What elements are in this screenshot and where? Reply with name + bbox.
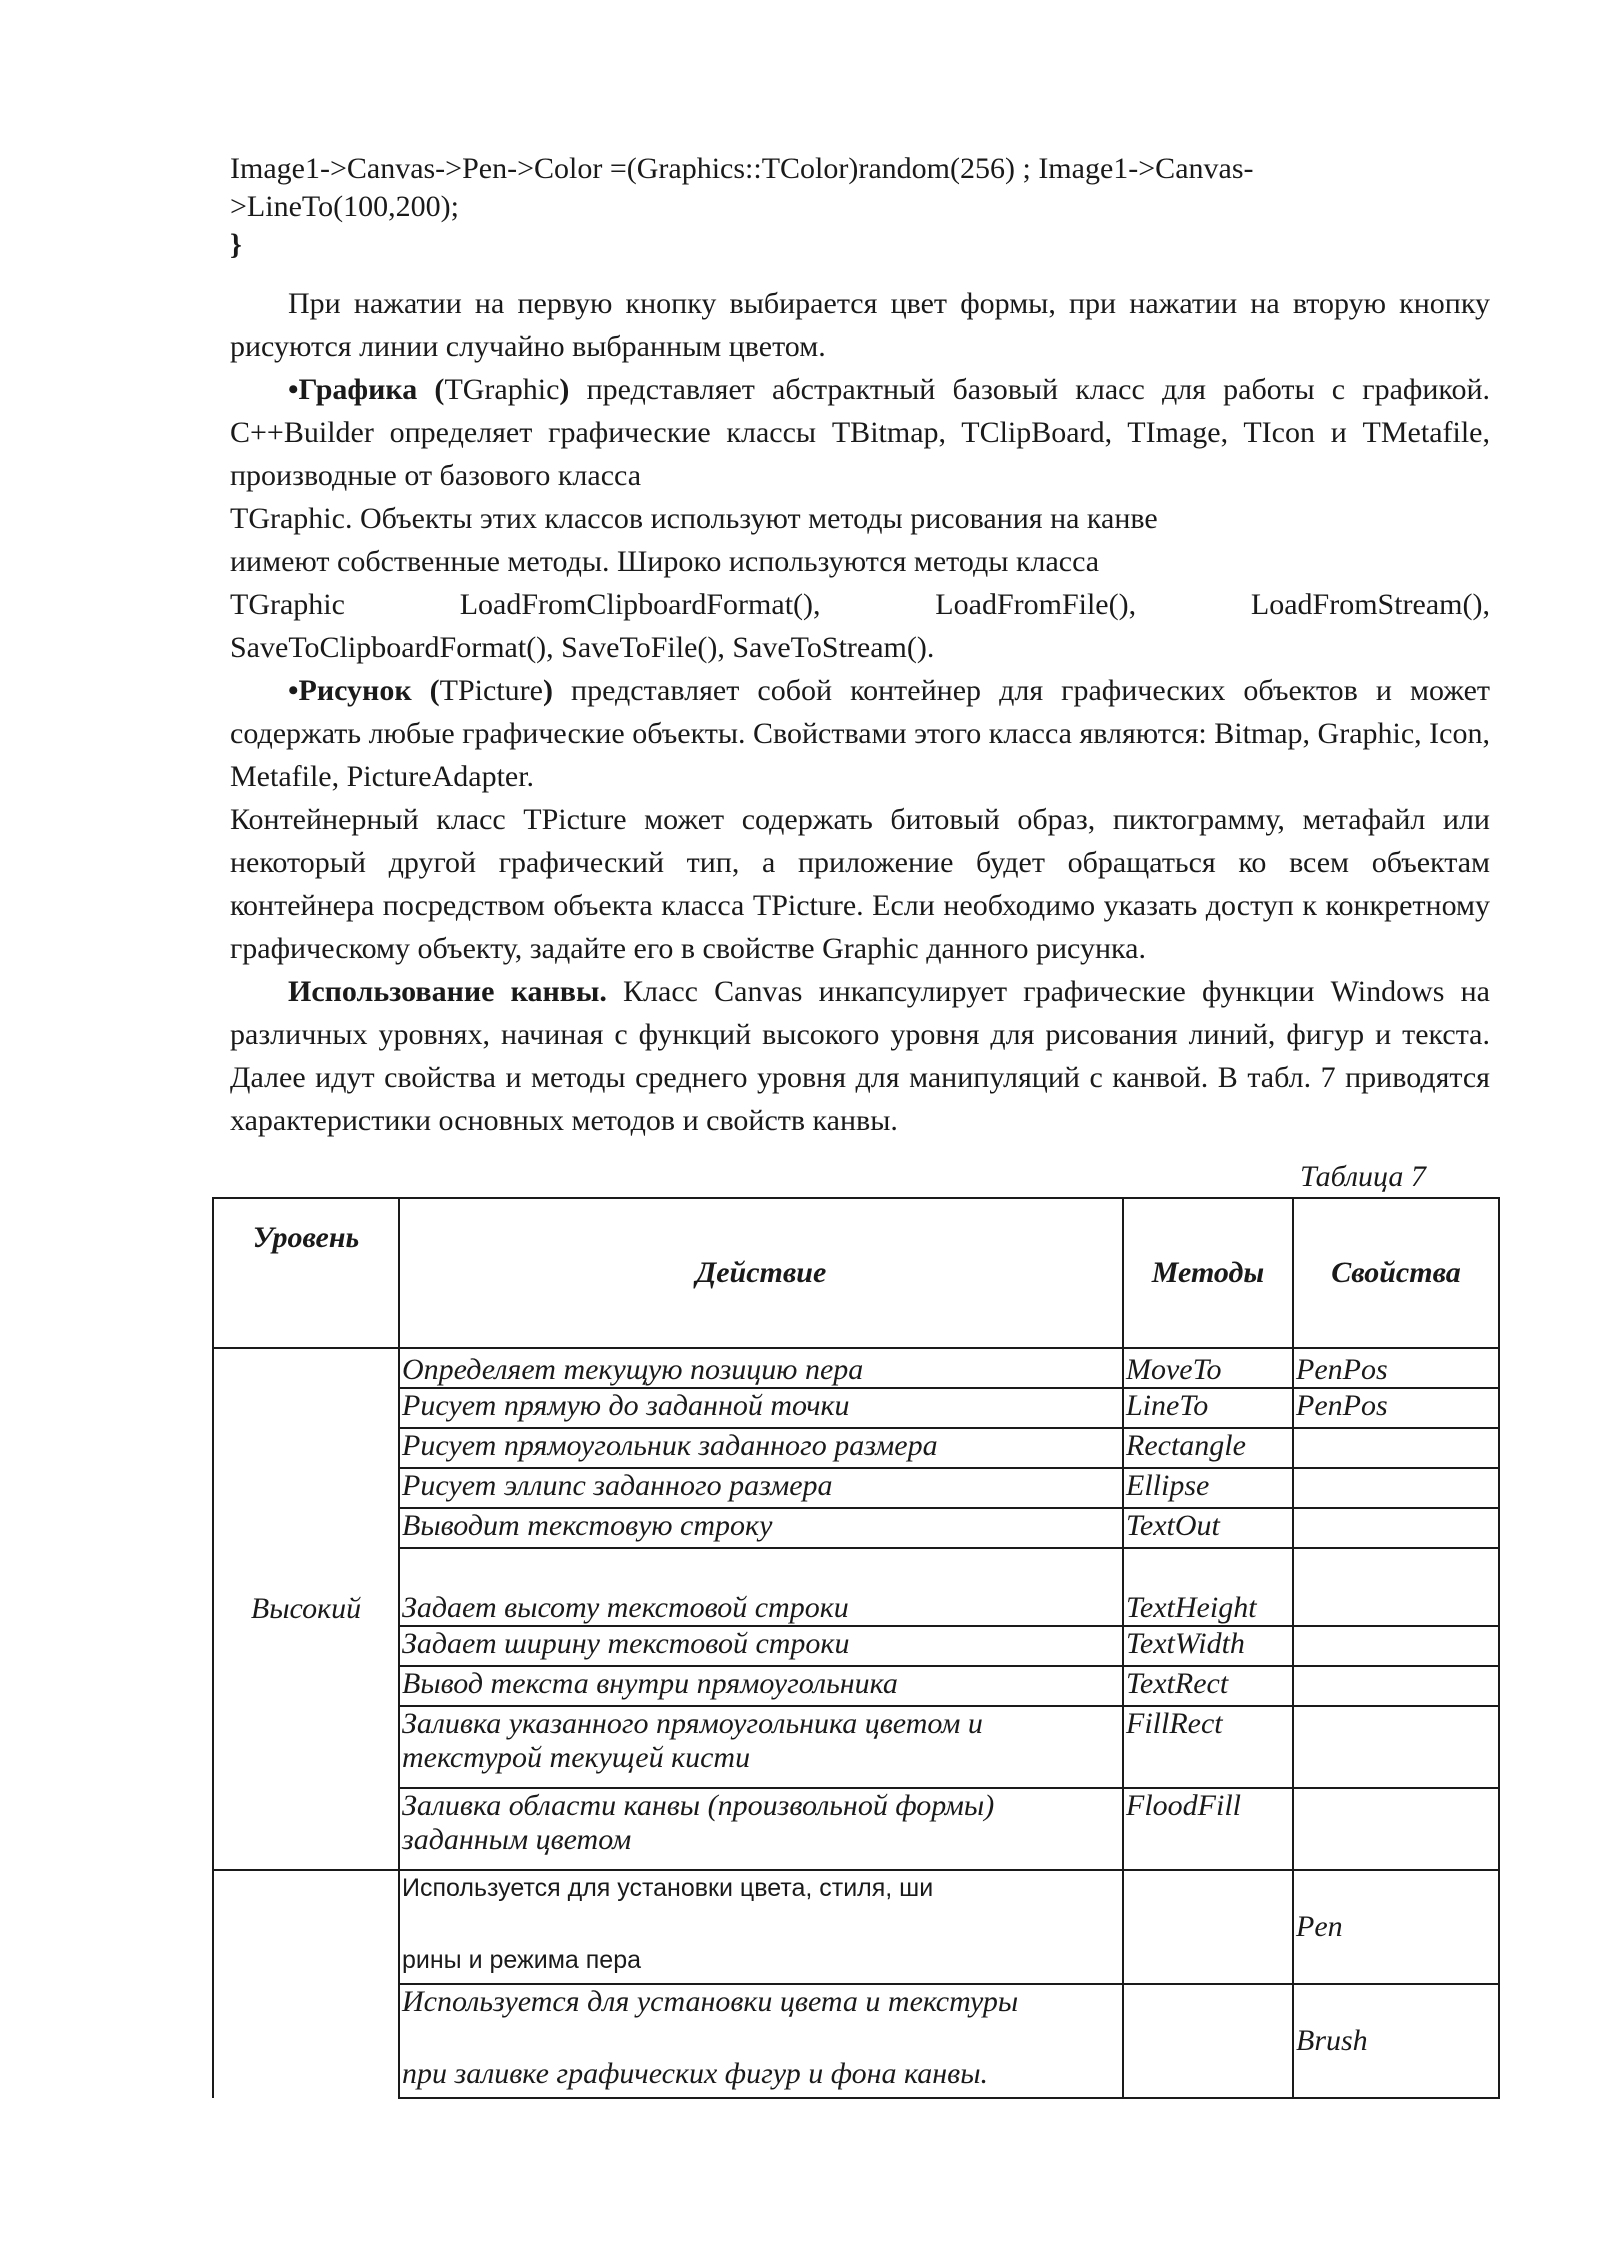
property-cell [1293,1548,1499,1626]
action-cell: Вывод текста внутри прямоугольника [399,1666,1123,1706]
picture-description: представляет собой контейнер для графических объектов и может содержать любые графические объекты. Свойствами этого класса являются: Bitmap, Graphic, Icon, Metafile, PictureAdapter. [230,674,1490,793]
action-line-2: заданным цветом [402,1823,632,1856]
property-cell [1293,1706,1499,1788]
method-cell: TextOut [1123,1508,1293,1548]
table-row [213,1870,1499,1984]
method-cell: FillRect [1123,1706,1293,1788]
property-cell [1293,1468,1499,1508]
action-line-1: Заливка указанного прямоугольника цветом и [402,1707,983,1740]
picture-class-name: TPicture [439,674,543,707]
level-high-cell: Высокий [213,1348,399,1870]
action-line-2: текстурой текущей кисти [402,1741,751,1774]
picture-term: •Рисунок ( [288,674,440,707]
paragraph-save-methods: SaveToClipboardFormat(), SaveToFile(), SaveToStream(). [230,631,935,664]
table-row [213,1788,1499,1870]
property-cell [1293,1508,1499,1548]
header-properties: Свойства [1293,1198,1499,1348]
method-cell: LineTo [1123,1388,1293,1428]
property-cell: PenPos [1293,1348,1499,1388]
method-cell [1123,1870,1293,1984]
table-row [213,1348,1499,1388]
method-cell: FloodFill [1123,1788,1293,1870]
property-cell: PenPos [1293,1388,1499,1428]
action-cell: Рисует прямоугольник заданного размера [399,1428,1123,1468]
property-cell [1293,1428,1499,1468]
action-line-1: Используется для установки цвета, стиля, ши [402,1874,934,1902]
property-cell [1293,1626,1499,1666]
property-cell: Pen [1293,1870,1499,1984]
paragraph-method-list [230,583,1490,626]
method-word-1: LoadFromClipboardFormat(), [459,588,821,621]
canvas-methods-table [212,1197,1500,2099]
property-cell [1293,1666,1499,1706]
paragraph-tgraphic-objects: TGraphic. Объекты этих классов используют методы рисования на канве [230,502,1158,535]
method-cell: Rectangle [1123,1428,1293,1468]
action-cell: Рисует эллипс заданного размера [399,1468,1123,1508]
table-row [213,1626,1499,1666]
method-word-3: LoadFromStream(), [1250,588,1490,621]
paragraph-graphic [230,368,1490,497]
table-row [213,1548,1499,1626]
action-cell [399,1788,1123,1870]
body-text [230,282,1490,1142]
action-cell: Выводит текстовую строку [399,1508,1123,1548]
table-header-row [213,1198,1499,1348]
level-middle-cell [213,1870,399,2098]
graphic-term: •Графика ( [288,373,445,406]
method-cell: TextWidth [1123,1626,1293,1666]
method-cell: TextRect [1123,1666,1293,1706]
header-level: Уровень [213,1198,399,1348]
paragraph-picture [230,669,1490,798]
method-word-2: LoadFromFile(), [935,588,1137,621]
method-word-0: TGraphic [230,588,345,621]
table-row [213,1706,1499,1788]
graphic-close-paren: ) [559,373,570,406]
method-cell [1123,1984,1293,2098]
paragraph-own-methods: иимеют собственные методы. Широко используются методы класса [230,545,1100,578]
action-cell [399,1870,1123,1984]
method-cell: Ellipse [1123,1468,1293,1508]
action-cell: Задает высоту текстовой строки [399,1548,1123,1626]
method-cell: TextHeight [1123,1548,1293,1626]
property-cell: Brush [1293,1984,1499,2098]
action-cell [399,1984,1123,2098]
paragraph-canvas [230,970,1490,1142]
action-line-2: рины и режима пера [402,1946,642,1974]
header-methods: Методы [1123,1198,1293,1348]
action-line-1: Используется для установки цвета и текстуры [402,1985,1019,2018]
table-row [213,1468,1499,1508]
action-cell: Задает ширину текстовой строки [399,1626,1123,1666]
header-action: Действие [399,1198,1123,1348]
canvas-description: Класс Canvas инкапсулирует графические функции Windows на различных уровнях, начиная с функций высокого уровня для рисования линий, фигур и текста. Далее идут свойства и методы среднего уровня для манипуляций с канвой. В табл. 7 приводятся характеристики основных методов и свойств канвы. [230,975,1490,1137]
table-row [213,1666,1499,1706]
action-cell: Определяет текущую позицию пера [399,1348,1123,1388]
table-row [213,1388,1499,1428]
graphic-description: представляет абстрактный базовый класс для работы с графикой. C++Builder определяет графические классы TBitmap, TClipBoard, TImage, TIcon и TMetafile, производные от базового класса [230,373,1491,492]
action-line-1: Заливка области канвы (произвольной формы) [402,1789,995,1822]
paragraph-container: Контейнерный класс TPicture может содержать битовый образ, пиктограмму, метафайл или некоторый другой графический тип, а приложение будет обращаться ко всем объектам контейнера посредством объекта класса TPicture. Если необходимо указать доступ к конкретному графическому объекту, задайте его в свойстве Graphic данного рисунка. [230,803,1490,965]
property-cell [1293,1788,1499,1870]
table-row [213,1428,1499,1468]
canvas-heading: Использование канвы. [288,975,607,1008]
action-line-2: при заливке графических фигур и фона канвы. [402,2057,989,2090]
action-cell: Рисует прямую до заданной точки [399,1388,1123,1428]
action-cell [399,1706,1123,1788]
paragraph-buttons: При нажатии на первую кнопку выбирается цвет формы, при нажатии на вторую кнопку рисуются линии случайно выбранным цветом. [230,287,1490,363]
table-caption: Таблица 7 [1300,1160,1426,1193]
table-row [213,1508,1499,1548]
code-closing-brace: } [230,228,242,261]
graphic-class-name: TGraphic [444,373,560,406]
code-line-1: Image1->Canvas->Pen->Color =(Graphics::TColor)random(256) ; Image1->Canvas- [230,152,1254,185]
method-cell: MoveTo [1123,1348,1293,1388]
table-row [213,1984,1499,2098]
code-line-2: >LineTo(100,200); [230,190,459,223]
picture-close-paren: ) [542,674,553,707]
code-snippet [230,150,1490,264]
